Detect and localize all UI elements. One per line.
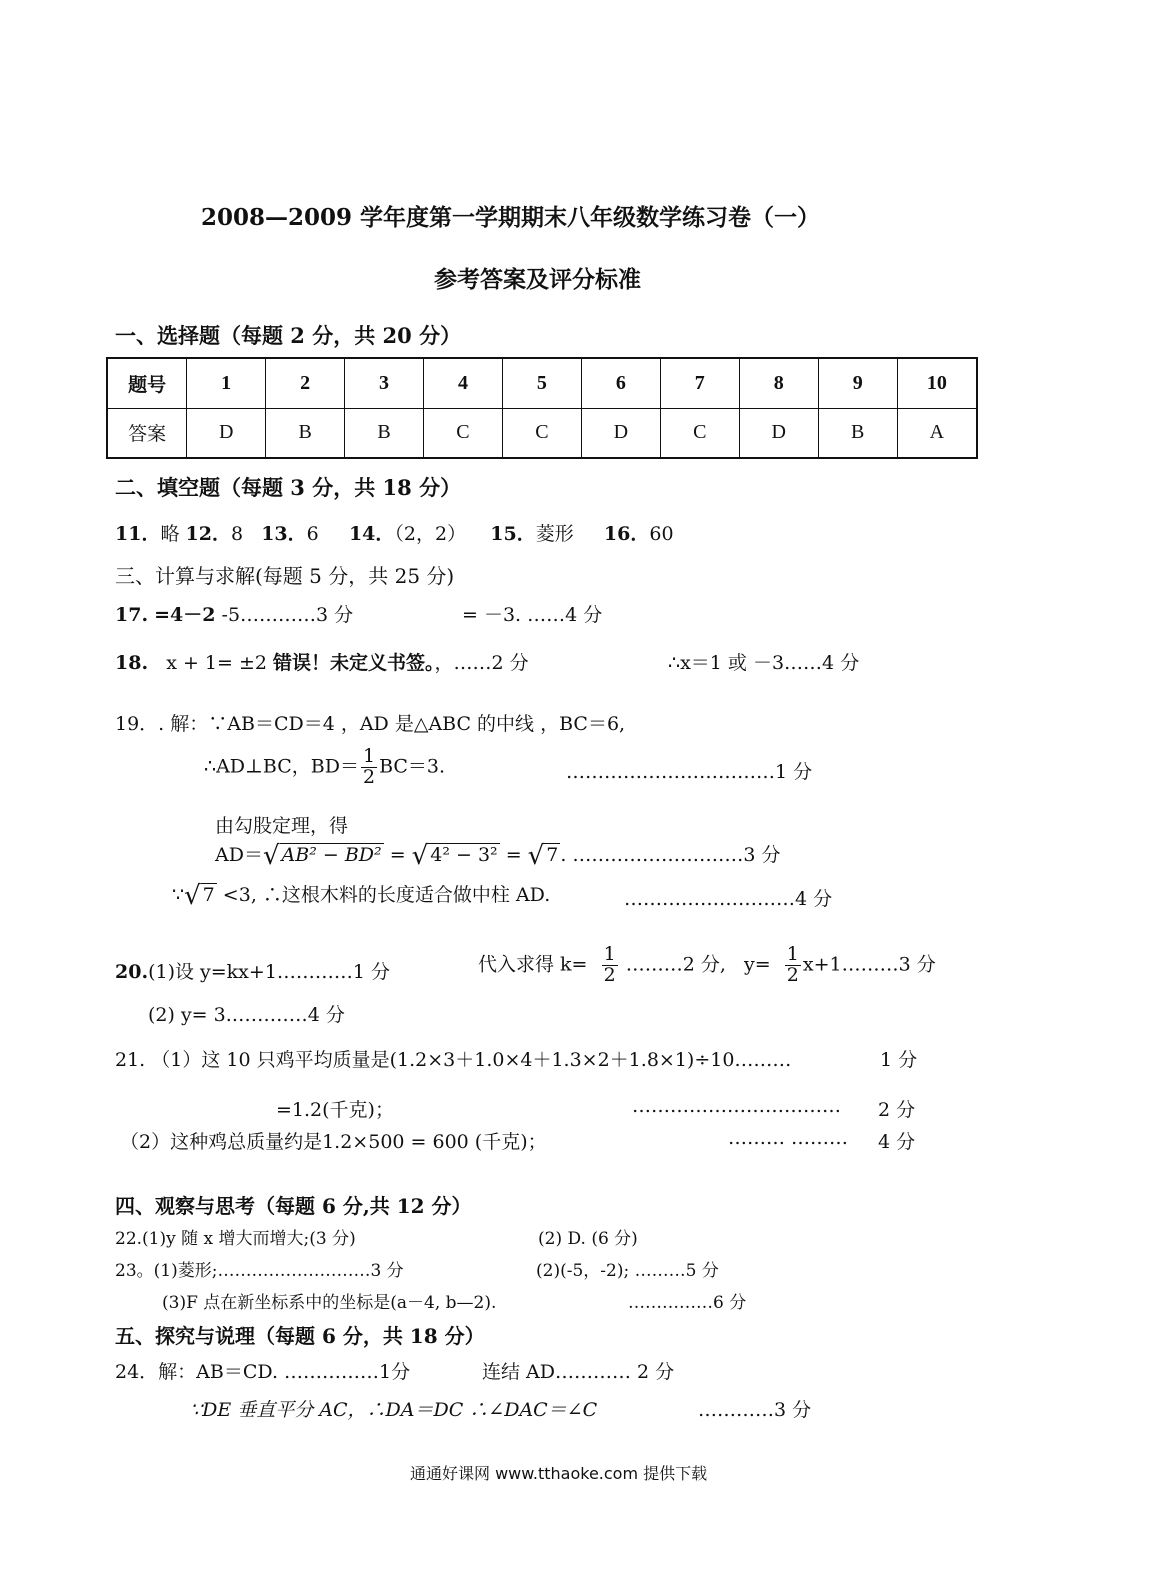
q18-number: 18. <box>115 652 149 674</box>
q12-number: 12． <box>185 523 231 545</box>
answer-cell: C <box>660 408 739 458</box>
question-number: 5 <box>502 358 581 408</box>
q22-line-b: (2) D. (6 分) <box>538 1229 638 1249</box>
q20-number: 20. <box>115 961 149 983</box>
q20-part1: (1)设 y=kx+1…………1 分 <box>148 961 391 983</box>
q21-dots-2: …………………………… <box>632 1095 841 1117</box>
section-heading-3: 三、计算与求解(每题 5 分，共 25 分) <box>115 564 455 588</box>
section-heading-4: 四、观察与思考（每题 6 分,共 12 分） <box>115 1194 472 1218</box>
q17-step1: =4－2 <box>154 604 216 626</box>
fraction <box>785 945 801 986</box>
answer-cell: B <box>345 408 424 458</box>
q20-y-label: y= <box>744 953 771 976</box>
q24-line-2: ∵DE 垂直平分 AC，∴DA＝DC ∴∠DAC＝∠C <box>190 1399 598 1421</box>
radicand: 4² − 3² <box>430 844 498 866</box>
fraction-denominator: 2 <box>786 963 799 986</box>
answer-cell: D <box>187 408 266 458</box>
q23-line-1: 23。(1)菱形;………………………3 分 <box>115 1261 404 1281</box>
table-row-label: 答案 <box>107 408 187 458</box>
q18-line <box>115 648 529 675</box>
q17-result: = －3. ……4 分 <box>462 604 603 626</box>
q18-error-text: 错误！未定义书签。 <box>273 652 435 674</box>
radicand: 7 <box>202 884 215 906</box>
fraction-numerator: 1 <box>362 745 376 767</box>
question-number: 1 <box>187 358 266 408</box>
q17-number: 17. <box>115 604 149 626</box>
answer-cell: C <box>424 408 503 458</box>
radicand: 7 <box>546 844 559 866</box>
question-number: 10 <box>897 358 977 408</box>
question-number: 3 <box>345 358 424 408</box>
q19-l4-lhs: AD＝ <box>215 844 263 866</box>
q21-line-1: 21. （1）这 10 只鸡平均质量是(1.2×3＋1.0×4＋1.3×2＋1.8×1)÷10……… <box>115 1049 792 1071</box>
answer-cell: A <box>897 408 977 458</box>
q19-line-2-score: ……………………………1 分 <box>566 761 813 783</box>
q14-number: 14． <box>348 523 395 545</box>
question-number: 9 <box>818 358 897 408</box>
q19-line-5-score: ………………………4 分 <box>624 888 833 910</box>
q11-number: 11． <box>115 523 161 545</box>
fraction-denominator: 2 <box>603 963 616 986</box>
section-heading-2: 二、填空题（每题 3 分，共 18 分） <box>115 475 462 500</box>
q13-answer: 6 <box>306 523 319 545</box>
answer-table <box>106 357 978 459</box>
q19-l4-score: . ………………………3 分 <box>560 844 781 866</box>
q16-number: 16． <box>603 523 650 545</box>
q24-line-1-b: 连结 AD………… 2 分 <box>482 1361 675 1383</box>
q20-line-1-right <box>478 945 936 986</box>
q11-answer: 略 <box>160 523 180 545</box>
q18-step1: x + 1= ±2 <box>166 652 267 674</box>
fraction-numerator: 1 <box>786 943 799 965</box>
q20-k-label: 代入求得 k= <box>478 953 588 976</box>
q15-number: 15． <box>490 523 536 545</box>
q23-line-2-score: ……………6 分 <box>628 1293 747 1313</box>
page-subtitle: 参考答案及评分标准 <box>434 266 641 293</box>
q18-step1-score: ，……2 分 <box>434 652 529 674</box>
question-number: 8 <box>739 358 818 408</box>
table-row <box>107 358 977 408</box>
table-row-label: 题号 <box>107 358 187 408</box>
q19-line-5 <box>172 880 550 911</box>
sqrt-icon: √ <box>411 841 429 871</box>
equals-sign: = <box>383 844 412 866</box>
fraction <box>602 945 618 986</box>
q20-score-3: x+1………3 分 <box>802 953 936 976</box>
q19-l5-because: ∵ <box>172 884 185 906</box>
fraction-numerator: 1 <box>603 943 616 965</box>
page-title: 2008—2009 学年度第一学期期末八年级数学练习卷（一） <box>201 204 821 231</box>
table-row <box>107 408 977 458</box>
q12-answer: 8 <box>230 523 244 545</box>
fill-in-answers <box>115 519 674 546</box>
equals-sign: = <box>499 844 528 866</box>
q21-score-3: 4 分 <box>878 1131 916 1153</box>
fraction-denominator: 2 <box>362 765 376 788</box>
section-heading-5: 五、探究与说理（每题 6 分，共 18 分） <box>115 1324 485 1348</box>
sqrt-icon: √ <box>527 841 545 871</box>
q19-line-1: 19．. 解：∵AB＝CD＝4 ，AD 是△ABC 的中线 ，BC＝6, <box>115 713 626 735</box>
radicand: AB² − BD² <box>281 844 382 866</box>
q13-number: 13． <box>261 523 307 545</box>
q14-answer: （2，2） <box>394 523 467 545</box>
question-number: 2 <box>266 358 345 408</box>
q21-line-2: =1.2(千克)； <box>276 1099 394 1121</box>
q23-line-1-b: (2)(-5，-2); ………5 分 <box>536 1261 719 1281</box>
question-number: 4 <box>424 358 503 408</box>
q24-line-2-score: …………3 分 <box>698 1399 812 1421</box>
sqrt-icon: √ <box>262 841 280 871</box>
q22-line: 22.(1)y 随 x 增大而增大;(3 分) <box>115 1229 356 1249</box>
q21-line-3: （2）这种鸡总质量约是1.2×500 = 600 (千克)； <box>120 1131 547 1153</box>
q16-answer: 60 <box>649 523 674 545</box>
q19-l5-text: <3, ∴这根木料的长度适合做中柱 AD. <box>216 884 551 906</box>
fraction <box>361 747 377 788</box>
q20-score-2: ………2 分, <box>625 953 726 976</box>
section-heading-1: 一、选择题（每题 2 分，共 20 分） <box>115 323 462 348</box>
q19-l2-text-b: BC＝3. <box>379 755 446 778</box>
answer-cell: B <box>266 408 345 458</box>
q19-line-3: 由勾股定理，得 <box>215 815 349 837</box>
q18-result: ∴x＝1 或 －3……4 分 <box>668 652 860 674</box>
q17-step1-score: -5…………3 分 <box>215 604 354 626</box>
q24-line-1: 24．解：AB＝CD. ……………1分 <box>115 1361 411 1383</box>
answer-cell: B <box>818 408 897 458</box>
q19-line-4 <box>215 840 781 871</box>
q21-dots-3: ……… ……… <box>728 1127 849 1149</box>
sqrt-icon: √ <box>184 881 201 911</box>
answer-cell: D <box>581 408 660 458</box>
q20-line-2: (2) y= 3.…………4 分 <box>148 1004 345 1026</box>
q17-line <box>115 600 353 627</box>
q20-line-1 <box>115 957 390 984</box>
answer-cell: C <box>502 408 581 458</box>
answer-cell: D <box>739 408 818 458</box>
q21-score-1: 1 分 <box>880 1049 918 1071</box>
q15-answer: 菱形 <box>535 523 574 545</box>
question-number: 6 <box>581 358 660 408</box>
q23-line-2: (3)F 点在新坐标系中的坐标是(a－4, b—2). <box>162 1293 497 1313</box>
question-number: 7 <box>660 358 739 408</box>
q19-line-2 <box>204 747 445 788</box>
q21-score-2: 2 分 <box>878 1099 916 1121</box>
footer-credit: 通通好课网 www.tthaoke.com 提供下载 <box>410 1464 708 1483</box>
q19-l2-text: ∴AD⊥BC，BD＝ <box>204 755 359 778</box>
